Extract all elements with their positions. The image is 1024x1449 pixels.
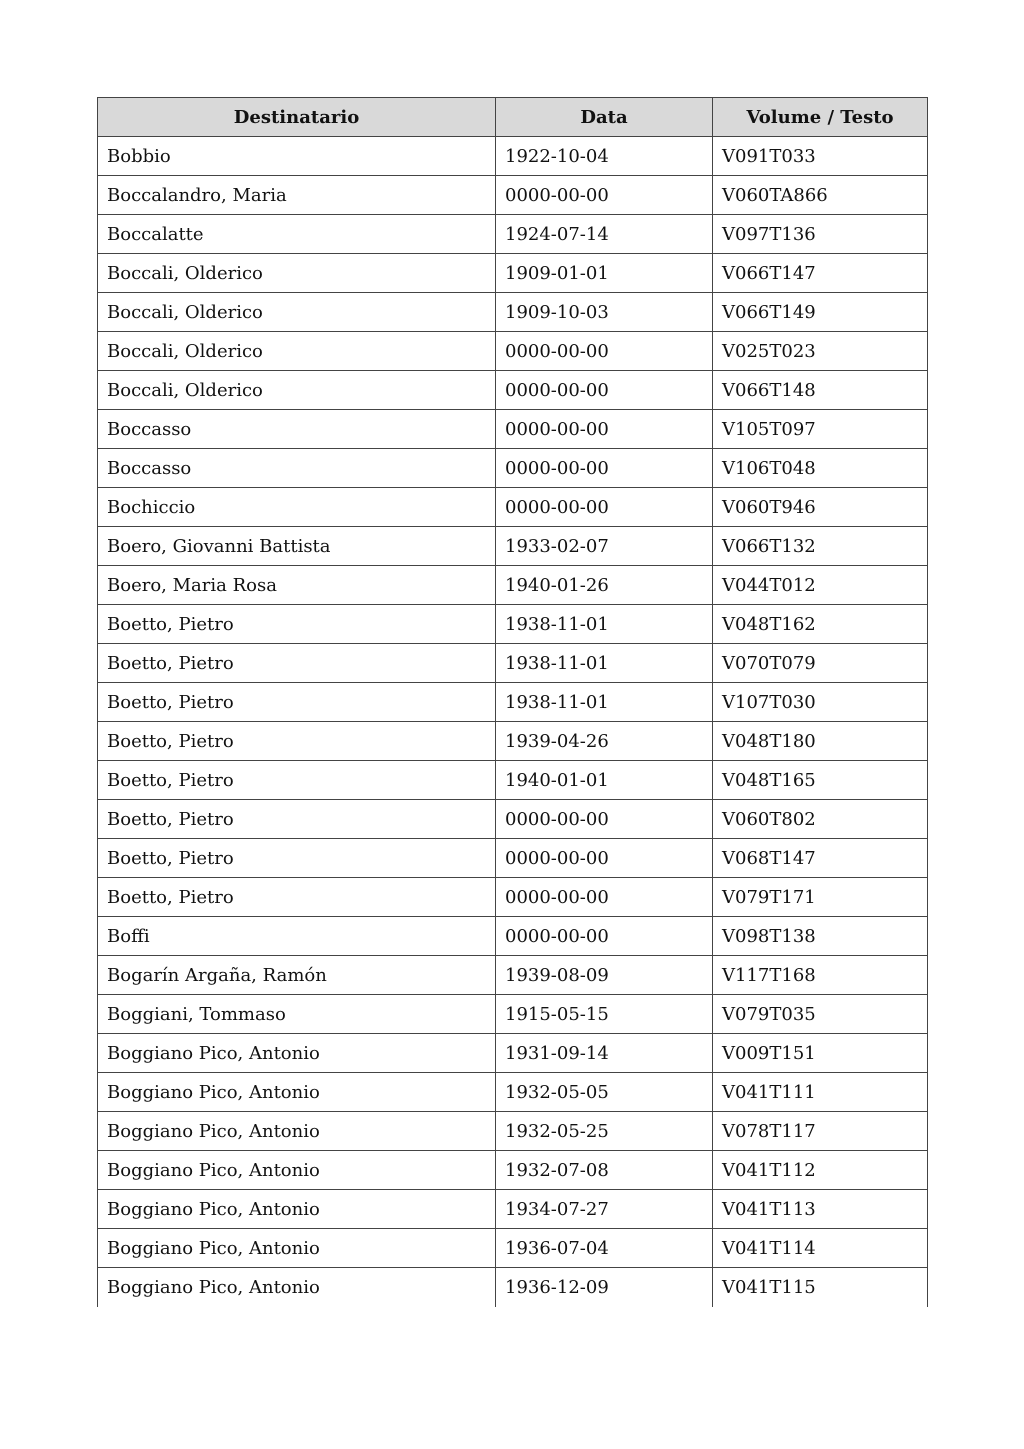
table-row [98, 137, 928, 176]
table-row [98, 644, 928, 683]
cell-data: 1939-08-09 [496, 956, 713, 995]
cell-destinatario: Boggiano Pico, Antonio [98, 1268, 496, 1307]
cell-destinatario: Boggiano Pico, Antonio [98, 1034, 496, 1073]
cell-volume-testo: V044T012 [713, 566, 928, 605]
cell-volume-testo: V009T151 [713, 1034, 928, 1073]
cell-data: 0000-00-00 [496, 839, 713, 878]
cell-destinatario: Boggiano Pico, Antonio [98, 1073, 496, 1112]
table-row [98, 371, 928, 410]
cell-data: 0000-00-00 [496, 410, 713, 449]
cell-destinatario: Boggiano Pico, Antonio [98, 1190, 496, 1229]
cell-volume-testo: V091T033 [713, 137, 928, 176]
table-row [98, 176, 928, 215]
table-row [98, 761, 928, 800]
cell-data: 0000-00-00 [496, 488, 713, 527]
cell-volume-testo: V066T149 [713, 293, 928, 332]
table-row [98, 839, 928, 878]
table-row [98, 878, 928, 917]
cell-volume-testo: V068T147 [713, 839, 928, 878]
cell-volume-testo: V041T112 [713, 1151, 928, 1190]
cell-volume-testo: V041T115 [713, 1268, 928, 1307]
cell-data: 0000-00-00 [496, 800, 713, 839]
cell-data: 1909-10-03 [496, 293, 713, 332]
table-row [98, 527, 928, 566]
table-row [98, 1112, 928, 1151]
cell-volume-testo: V106T048 [713, 449, 928, 488]
cell-data: 1939-04-26 [496, 722, 713, 761]
cell-destinatario: Boero, Giovanni Battista [98, 527, 496, 566]
cell-volume-testo: V066T132 [713, 527, 928, 566]
cell-volume-testo: V041T111 [713, 1073, 928, 1112]
cell-data: 0000-00-00 [496, 176, 713, 215]
table-row [98, 449, 928, 488]
cell-destinatario: Bobbio [98, 137, 496, 176]
table-row [98, 722, 928, 761]
cell-volume-testo: V066T148 [713, 371, 928, 410]
table-row [98, 1229, 928, 1268]
cell-volume-testo: V060T946 [713, 488, 928, 527]
cell-volume-testo: V048T180 [713, 722, 928, 761]
cell-destinatario: Boetto, Pietro [98, 644, 496, 683]
cell-destinatario: Boccali, Olderico [98, 371, 496, 410]
cell-destinatario: Boccali, Olderico [98, 293, 496, 332]
table-row [98, 683, 928, 722]
table-row [98, 254, 928, 293]
table-body [98, 137, 928, 1307]
cell-data: 1922-10-04 [496, 137, 713, 176]
cell-destinatario: Boetto, Pietro [98, 761, 496, 800]
table-row [98, 1073, 928, 1112]
cell-destinatario: Bochiccio [98, 488, 496, 527]
cell-volume-testo: V048T162 [713, 605, 928, 644]
cell-data: 0000-00-00 [496, 332, 713, 371]
cell-destinatario: Bogarín Argaña, Ramón [98, 956, 496, 995]
cell-data: 1940-01-01 [496, 761, 713, 800]
cell-data: 1915-05-15 [496, 995, 713, 1034]
table-row [98, 605, 928, 644]
cell-volume-testo: V097T136 [713, 215, 928, 254]
table-row [98, 293, 928, 332]
table-row [98, 1034, 928, 1073]
table-row [98, 1190, 928, 1229]
cell-data: 1924-07-14 [496, 215, 713, 254]
table-row [98, 566, 928, 605]
cell-destinatario: Boccasso [98, 449, 496, 488]
cell-destinatario: Boccalandro, Maria [98, 176, 496, 215]
cell-destinatario: Boetto, Pietro [98, 683, 496, 722]
cell-destinatario: Boccasso [98, 410, 496, 449]
cell-destinatario: Boero, Maria Rosa [98, 566, 496, 605]
cell-data: 1938-11-01 [496, 683, 713, 722]
table-row [98, 800, 928, 839]
cell-volume-testo: V107T030 [713, 683, 928, 722]
table-row [98, 1268, 928, 1307]
cell-data: 1940-01-26 [496, 566, 713, 605]
cell-data: 1932-07-08 [496, 1151, 713, 1190]
cell-volume-testo: V079T035 [713, 995, 928, 1034]
cell-destinatario: Boggiani, Tommaso [98, 995, 496, 1034]
cell-destinatario: Boccali, Olderico [98, 254, 496, 293]
cell-volume-testo: V060TA866 [713, 176, 928, 215]
cell-destinatario: Boggiano Pico, Antonio [98, 1229, 496, 1268]
table-row [98, 917, 928, 956]
cell-destinatario: Boccalatte [98, 215, 496, 254]
header-data: Data [496, 98, 713, 137]
cell-destinatario: Boggiano Pico, Antonio [98, 1112, 496, 1151]
table-row [98, 332, 928, 371]
cell-destinatario: Boffi [98, 917, 496, 956]
header-volume-testo: Volume / Testo [713, 98, 928, 137]
cell-data: 1938-11-01 [496, 605, 713, 644]
cell-destinatario: Boetto, Pietro [98, 605, 496, 644]
cell-volume-testo: V041T113 [713, 1190, 928, 1229]
cell-data: 1932-05-25 [496, 1112, 713, 1151]
table-row [98, 1151, 928, 1190]
cell-data: 1934-07-27 [496, 1190, 713, 1229]
cell-data: 0000-00-00 [496, 917, 713, 956]
cell-volume-testo: V079T171 [713, 878, 928, 917]
cell-data: 1931-09-14 [496, 1034, 713, 1073]
cell-data: 1933-02-07 [496, 527, 713, 566]
table-header [98, 98, 928, 137]
header-row [98, 98, 928, 137]
cell-destinatario: Boetto, Pietro [98, 839, 496, 878]
cell-volume-testo: V060T802 [713, 800, 928, 839]
records-table [97, 97, 928, 1307]
cell-volume-testo: V117T168 [713, 956, 928, 995]
cell-data: 1936-12-09 [496, 1268, 713, 1307]
cell-destinatario: Boetto, Pietro [98, 800, 496, 839]
cell-volume-testo: V078T117 [713, 1112, 928, 1151]
cell-volume-testo: V048T165 [713, 761, 928, 800]
table-row [98, 995, 928, 1034]
header-destinatario: Destinatario [98, 98, 496, 137]
cell-volume-testo: V070T079 [713, 644, 928, 683]
cell-data: 1936-07-04 [496, 1229, 713, 1268]
cell-destinatario: Boetto, Pietro [98, 722, 496, 761]
cell-volume-testo: V025T023 [713, 332, 928, 371]
cell-data: 0000-00-00 [496, 878, 713, 917]
cell-data: 1909-01-01 [496, 254, 713, 293]
cell-data: 1938-11-01 [496, 644, 713, 683]
cell-destinatario: Boetto, Pietro [98, 878, 496, 917]
table-row [98, 215, 928, 254]
cell-destinatario: Boggiano Pico, Antonio [98, 1151, 496, 1190]
cell-data: 0000-00-00 [496, 371, 713, 410]
cell-volume-testo: V105T097 [713, 410, 928, 449]
cell-data: 0000-00-00 [496, 449, 713, 488]
table-row [98, 410, 928, 449]
cell-volume-testo: V098T138 [713, 917, 928, 956]
table-row [98, 488, 928, 527]
cell-destinatario: Boccali, Olderico [98, 332, 496, 371]
cell-data: 1932-05-05 [496, 1073, 713, 1112]
table-row [98, 956, 928, 995]
cell-volume-testo: V041T114 [713, 1229, 928, 1268]
cell-volume-testo: V066T147 [713, 254, 928, 293]
